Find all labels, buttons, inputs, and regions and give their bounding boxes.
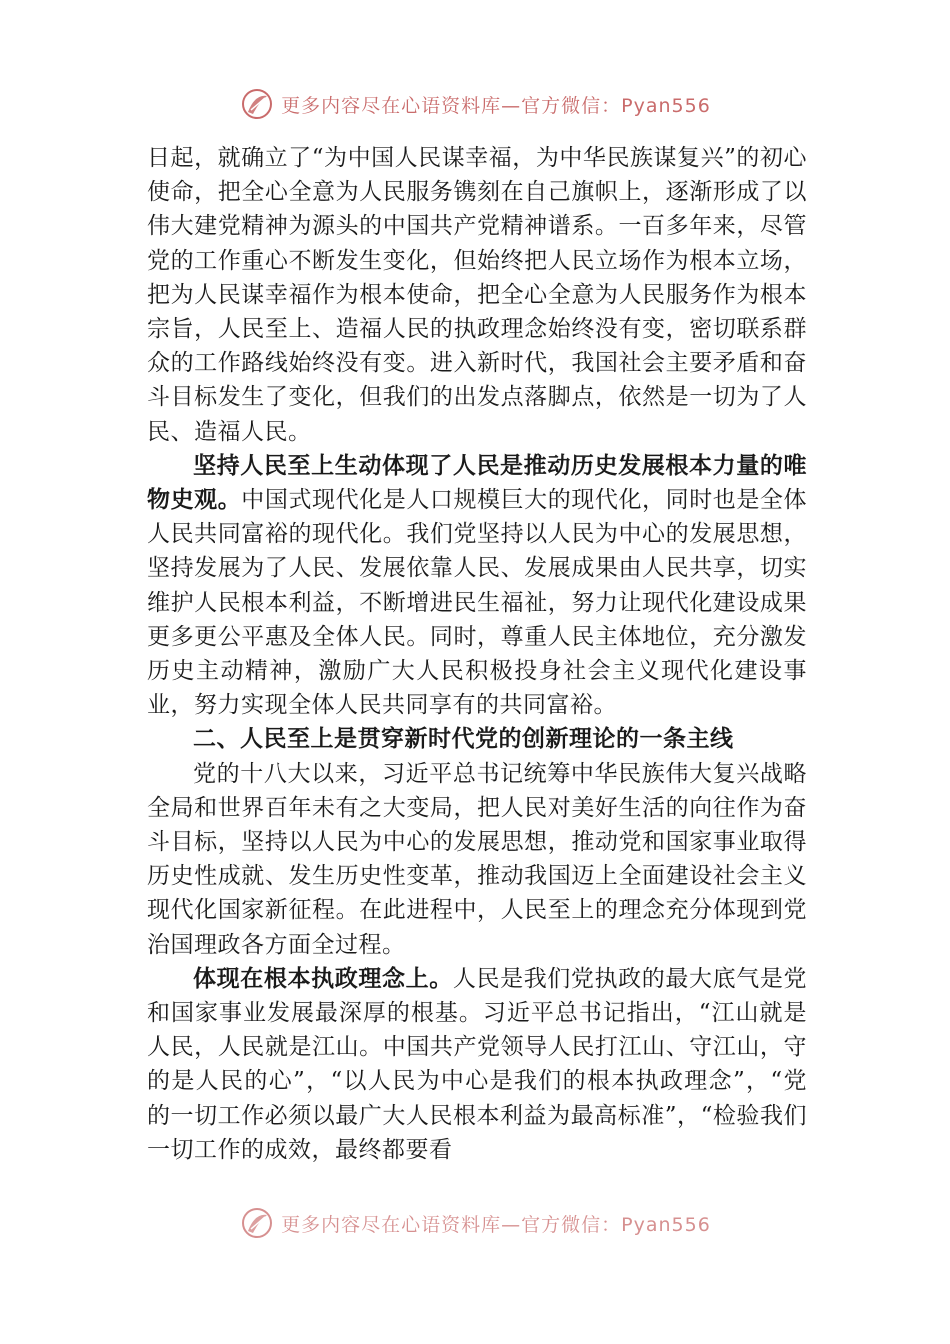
paragraph-4-lead: 体现在根本执政理念上。 [193, 965, 453, 992]
paragraph-2-text: 中国式现代化是人口规模巨大的现代化，同时也是全体人民共同富裕的现代化。我们党坚持以人民为中心的发展思想，坚持发展为了人民、发展依靠人民、发展成果由人民共享，切实维护人民根本利益，不断增进民生福祉，努力让现代化建设成果更多更公平惠及全体人民。同时，尊重人民主体地位，充分激发历史主动精神，激励广大人民积极投身社会主义现代化建设事业，努力实现全体人民共同享有的共同富裕。 [147, 487, 808, 719]
header-watermark [0, 84, 950, 124]
paragraph-1-text: 日起，就确立了“为中国人民谋幸福，为中华民族谋复兴”的初心使命，把全心全意为人民服务镌刻在自己旗帜上，逐渐形成了以伟大建党精神为源头的中国共产党精神谱系。一百多年来，尽管党的工作重心不断发生变化，但始终把人民立场作为根本立场，把为人民谋幸福作为根本使命，把全心全意为人民服务作为根本宗旨，人民至上、造福人民的执政理念始终没有变，密切联系群众的工作路线始终没有变。进入新时代，我国社会主要矛盾和奋斗目标发生了变化，但我们的出发点落脚点，依然是一切为了人民、造福人民。 [147, 145, 807, 445]
paragraph-3-text: 党的十八大以来，习近平总书记统筹中华民族伟大复兴战略全局和世界百年未有之大变局，把人民对美好生活的向往作为奋斗目标，坚持以人民为中心的发展思想，推动党和国家事业取得历史性成就、发生历史性变革，推动我国迈上全面建设社会主义现代化国家新征程。在此进程中，人民至上的理念充分体现到党治国理政各方面全过程。 [147, 760, 807, 958]
paragraph-2 [147, 449, 807, 723]
watermark-text: 更多内容尽在心语资料库—官方微信：Pyan556 [281, 1213, 711, 1236]
paragraph-4 [147, 962, 807, 1167]
document-body [147, 141, 807, 1167]
watermark-logo-icon [239, 1205, 275, 1241]
section-heading: 二、人民至上是贯穿新时代党的创新理论的一条主线 [193, 726, 734, 753]
paragraph-2-lead: 坚持人民至上生动体现了人民是推动历史发展根本力量的唯物史观。 [147, 452, 807, 514]
paragraph-4-text: 人民是我们党执政的最大底气是党和国家事业发展最深厚的根基。习近平总书记指出，“江山就是人民，人民就是江山。中国共产党领导人民打江山、守江山，守的是人民的心”，“以人民为中心是我们的根本执政理念”，“党的一切工作必须以最广大人民根本利益为最高标准”，“检验我们一切工作的成效，最终都要看 [147, 965, 808, 1163]
watermark-text: 更多内容尽在心语资料库—官方微信：Pyan556 [281, 94, 711, 117]
watermark-logo-icon [239, 86, 275, 122]
footer-watermark [0, 1203, 950, 1243]
paragraph-3 [147, 757, 807, 962]
paragraph-1 [147, 141, 807, 449]
